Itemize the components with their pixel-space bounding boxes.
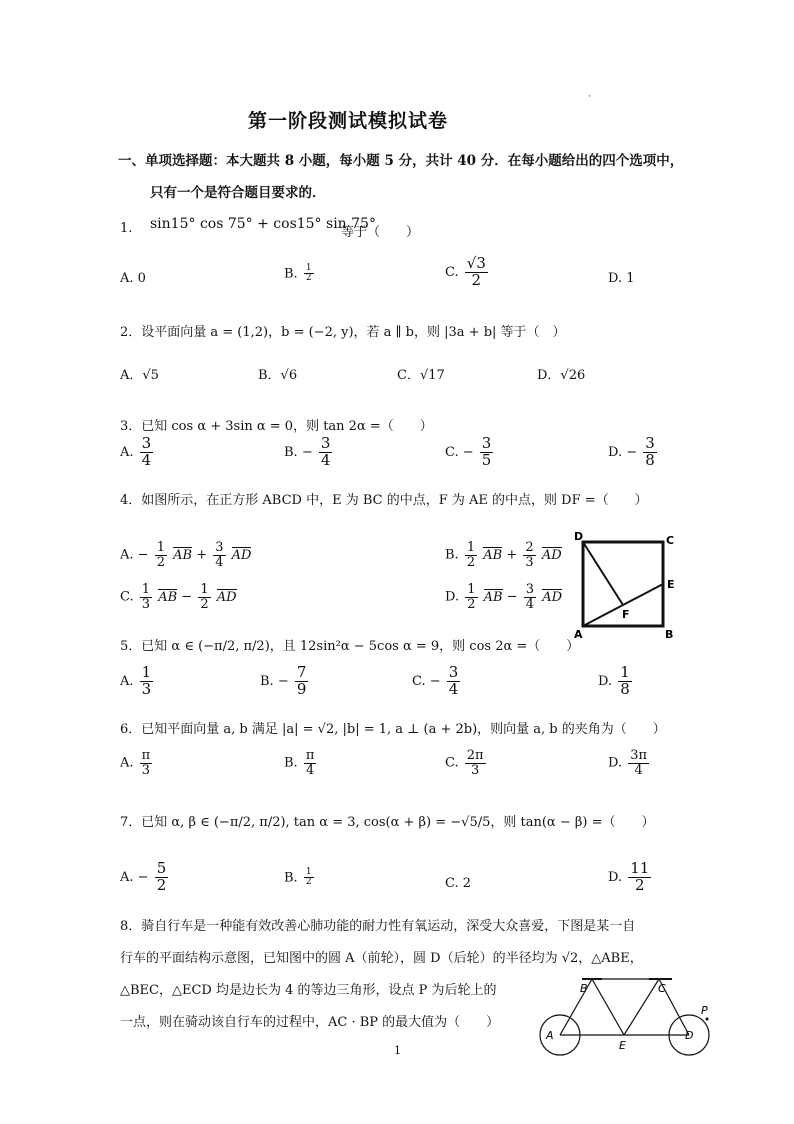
question-3-stem: 3．已知 cos α + 3sin α = 0，则 tan 2α =（ ） bbox=[120, 419, 433, 434]
question-6-option-d: D. $\frac{3\pi}{4}$ bbox=[608, 748, 648, 778]
label-b: B bbox=[665, 628, 674, 641]
question-7-option-b: B. $\frac{1}{2}$ bbox=[284, 867, 312, 888]
label-f: F bbox=[622, 608, 630, 621]
question-8-line1: 8．骑自行车是一种能有效改善心肺功能的耐力性有氧运动，深受大众喜爱，下图是某一自 bbox=[120, 919, 636, 934]
question-5-stem: 5．已知 α ∈ (−π/2, π/2)，且 12sin²α − 5cos α = 9，则 cos 2α =（ ） bbox=[120, 639, 580, 654]
label-c: C bbox=[666, 534, 675, 547]
label-d: D bbox=[574, 530, 584, 543]
point-p bbox=[706, 1018, 709, 1021]
question-6-option-c: C. $\frac{2\pi}{3}$ bbox=[445, 748, 484, 778]
question-7-option-d: D. $\frac{11}{2}$ bbox=[608, 859, 650, 894]
question-1-expression: sin15° cos 75° + cos15° sin 75° bbox=[150, 216, 376, 232]
question-5-option-c: C. − $\frac{3}{4}$ bbox=[412, 663, 459, 698]
question-1-option-b: B. $\frac{1}{2}$ bbox=[284, 263, 312, 284]
label-c: C bbox=[658, 982, 666, 995]
label-a: A bbox=[546, 1029, 554, 1042]
question-3-option-c: C. − $\frac{3}{5}$ bbox=[445, 434, 492, 469]
question-6-option-b: B. $\frac{\pi}{4}$ bbox=[284, 748, 315, 778]
question-8-line4: 一点，则在骑动该自行车的过程中，AC · BP 的最大值为（ ） bbox=[120, 1015, 500, 1030]
square-figure bbox=[568, 528, 688, 644]
question-6-option-a: A. $\frac{\pi}{3}$ bbox=[120, 748, 151, 778]
question-4-option-c: C. $\frac{1}{3}$ AB − $\frac{1}{2}$ AD bbox=[120, 582, 237, 612]
label-d: D bbox=[685, 1029, 694, 1042]
question-4-option-d: D. $\frac{1}{2}$ AB − $\frac{3}{4}$ AD bbox=[445, 582, 563, 612]
question-4-stem: 4．如图所示，在正方形 ABCD 中，E 为 BC 的中点，F 为 AE 的中点，则 DF =（ ） bbox=[120, 493, 648, 508]
segment-df bbox=[583, 542, 623, 605]
question-2-option-d: D．√26 bbox=[537, 368, 586, 383]
label-e: E bbox=[619, 1039, 626, 1052]
label-e: E bbox=[667, 578, 675, 591]
question-6-stem: 6．已知平面向量 a, b 满足 |a| = √2, |b| = 1, a ⊥ (a + 2b)，则向量 a, b 的夹角为（ ） bbox=[120, 722, 666, 737]
question-1-option-a: A. 0 bbox=[120, 271, 146, 286]
question-4-option-b: B. $\frac{1}{2}$ AB + $\frac{2}{3}$ AD bbox=[445, 540, 562, 570]
question-8-line3: △BEC，△ECD 均是边长为 4 的等边三角形，设点 P 为后轮上的 bbox=[120, 983, 497, 998]
segment-be bbox=[592, 979, 624, 1035]
question-7-option-c: C. 2 bbox=[445, 876, 472, 891]
question-3-option-d: D. − $\frac{3}{8}$ bbox=[608, 434, 655, 469]
question-2-option-c: C．√17 bbox=[397, 368, 445, 383]
question-5-option-d: D. $\frac{1}{8}$ bbox=[598, 663, 630, 698]
question-7-option-a: A. − $\frac{5}{2}$ bbox=[120, 859, 167, 894]
question-7-stem: 7．已知 α, β ∈ (−π/2, π/2), tan α = 3, cos(α + β) = −√5/5，则 tan(α − β) =（ ） bbox=[120, 815, 655, 830]
question-5-option-b: B. − $\frac{7}{9}$ bbox=[260, 663, 307, 698]
question-1-option-d: D. 1 bbox=[608, 271, 635, 286]
section-header-line1: 一、单项选择题：本大题共 8 小题，每小题 5 分，共计 40 分．在每小题给出的四个选项中， bbox=[118, 153, 684, 169]
label-p: P bbox=[701, 1004, 708, 1017]
label-a: A bbox=[574, 628, 583, 641]
question-3-option-a: A. $\frac{3}{4}$ bbox=[120, 434, 152, 469]
question-1-number: 1. bbox=[120, 221, 133, 236]
question-1-option-c: C. $\frac{√3}{2}$ bbox=[445, 254, 486, 289]
question-8-line2: 行车的平面结构示意图，已知图中的圆 A（前轮），圆 D（后轮）的半径均为 √2，△ABE， bbox=[120, 951, 643, 966]
page-title: 第一阶段测试模拟试卷 bbox=[248, 110, 449, 132]
section-header-line2: 只有一个是符合题目要求的． bbox=[150, 185, 326, 201]
page-number: 1 bbox=[394, 1044, 401, 1057]
question-2-stem: 2．设平面向量 a = (1,2)，b = (−2, y)，若 a ∥ b，则 |3a + b| 等于（ ） bbox=[120, 325, 566, 340]
question-2-option-b: B．√6 bbox=[258, 368, 298, 383]
stray-dot: · bbox=[588, 92, 591, 102]
question-3-option-b: B. − $\frac{3}{4}$ bbox=[284, 434, 331, 469]
bicycle-figure bbox=[534, 972, 716, 1062]
question-5-option-a: A. $\frac{1}{3}$ bbox=[120, 663, 152, 698]
question-2-option-a: A．√5 bbox=[120, 368, 159, 383]
question-1-tail: 等于（ ） bbox=[341, 225, 420, 240]
segment-ec bbox=[624, 979, 659, 1035]
question-4-option-a: A. − $\frac{1}{2}$ AB + $\frac{3}{4}$ AD bbox=[120, 540, 252, 570]
label-b: B bbox=[580, 982, 588, 995]
